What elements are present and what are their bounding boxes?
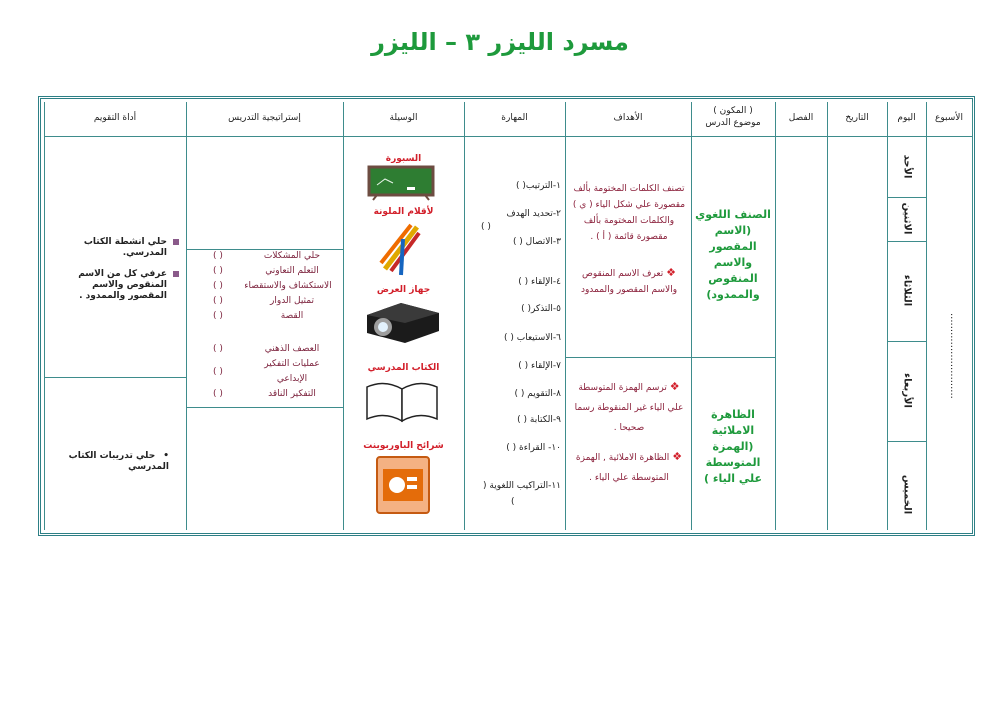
skill-2-paren: ( )	[481, 222, 491, 232]
tool-book-label: الكتاب المدرسي	[367, 363, 440, 373]
strategy-4: تمثيل الدوار	[270, 296, 314, 306]
lesson-spelling: الظاهرة الاملائية (الهمزة المتوسطة علي الياء )	[704, 408, 762, 485]
assessment-text-1: حلي انشطة الكتاب المدرسي.	[83, 237, 167, 258]
header-date: التاريخ	[845, 113, 869, 123]
header-lesson-line1: ( المكون )	[713, 106, 753, 116]
strategy-5: القصة	[280, 311, 304, 321]
row-divider	[887, 441, 926, 442]
diamond-bullet-icon: ❖	[666, 266, 677, 279]
projector-icon	[361, 297, 443, 347]
strategy-2: التعلم التعاوني	[265, 266, 319, 276]
header-day: اليوم	[897, 113, 916, 123]
skill-1: ١-الترتيب( )	[516, 181, 561, 191]
day-tuesday: الثلاثاء	[901, 274, 913, 307]
row-divider	[186, 249, 343, 250]
col-divider	[186, 102, 187, 530]
book-icon	[363, 377, 441, 425]
col-divider	[926, 102, 927, 530]
strategy-check[interactable]: ( )	[213, 344, 223, 354]
col-divider	[827, 102, 828, 530]
skill-10: ١٠- القراءة ( )	[506, 443, 561, 453]
header-assessment: أداة التقويم	[93, 113, 137, 123]
diamond-bullet-icon: ❖	[669, 380, 680, 393]
col-divider	[775, 102, 776, 530]
day-sunday: الأحد	[901, 154, 913, 179]
col-divider	[691, 102, 692, 530]
header-strategy: إستراتيجية التدريس	[228, 113, 301, 123]
assessment-list	[51, 237, 179, 312]
strategy-check[interactable]: ( )	[213, 296, 223, 306]
row-divider	[565, 357, 775, 358]
assessment-text-3: حلي تدريبات الكتاب المدرسي	[68, 451, 169, 472]
powerpoint-icon	[375, 455, 431, 515]
page-title: مسرد الليزر ٣ – الليزر	[371, 28, 629, 56]
square-bullet-icon	[173, 271, 179, 277]
col-divider	[887, 102, 888, 530]
diamond-bullet-icon: ❖	[672, 450, 683, 463]
strategy-check[interactable]: ( )	[213, 311, 223, 321]
tool-board-label: السبورة	[385, 154, 422, 164]
header-class: الفصل	[788, 113, 814, 123]
strategy-3: الاستكشاف والاستقصاء	[244, 281, 332, 291]
strategy-9: التفكير الناقد	[268, 389, 316, 399]
skill-9: ٩-الكتابة ( )	[517, 415, 561, 425]
goal-2-wrap	[571, 265, 687, 298]
skill-2: ٢-تحديد الهدف	[506, 209, 561, 219]
assessment-item-3	[61, 451, 169, 473]
skill-5: ٥-التذكر( )	[521, 304, 561, 314]
tool-pens-label: لأقلام الملونة	[373, 207, 434, 217]
header-lesson-line2: موضوع الدرس	[705, 118, 761, 128]
header-tool: الوسيلة	[389, 113, 418, 123]
header-week: الأسبوع	[935, 113, 963, 123]
col-divider	[343, 102, 344, 530]
strategy-check[interactable]: ( )	[213, 389, 223, 399]
goal-4: الظاهرة الاملائية , الهمزة المتوسطة علي الياء .	[575, 453, 670, 483]
colored-pencils-icon	[377, 219, 425, 277]
assessment-text-2: عرفي كل من الاسم المنقوص والاسم المقصور والممدود .	[78, 269, 167, 301]
square-bullet-icon	[173, 239, 179, 245]
tool-projector-label: جهاز العرض	[376, 285, 431, 295]
strategy-check[interactable]: ( )	[213, 251, 223, 261]
row-divider	[186, 407, 343, 408]
goal-3-wrap	[571, 377, 687, 438]
goal-3: ترسم الهمزة المتوسطة علي الياء غير المنقوطة رسما صحيحا .	[574, 383, 684, 433]
day-monday: الاثنين	[901, 202, 913, 235]
row-divider	[887, 341, 926, 342]
col-divider	[565, 102, 566, 530]
strategy-7: عمليات التفكير	[264, 359, 320, 369]
row-divider	[44, 377, 186, 378]
skill-6: ٦-الاستيعاب ( )	[504, 333, 561, 343]
col-divider	[44, 102, 45, 530]
skill-11-paren: )	[511, 497, 515, 507]
lesson-grammar: الصنف اللغوي (الاسم المقصور والاسم المنقوص والممدود)	[695, 208, 771, 301]
strategy-check[interactable]: ( )	[213, 281, 223, 291]
goal-1: تصنف الكلمات المختومة بألف مقصورة علي شكل الياء ( ي ) والكلمات المختومة بألف مقصورة قائمة ( أ ) .	[572, 184, 686, 242]
assessment-item-2	[51, 269, 179, 302]
dot-bullet-icon: •	[163, 451, 169, 461]
goal-4-wrap	[571, 447, 687, 488]
strategy-check[interactable]: ( )	[213, 266, 223, 276]
strategy-check[interactable]: ( )	[213, 367, 223, 377]
day-thursday: الخميس	[901, 474, 913, 515]
col-divider	[464, 102, 465, 530]
header-divider	[44, 136, 972, 137]
strategy-1: حلي المشكلات	[263, 251, 321, 261]
col-divider	[972, 102, 973, 530]
skill-8: ٨-التقويم ( )	[514, 389, 561, 399]
strategy-6: العصف الذهني	[264, 344, 320, 354]
header-goals: الأهداف	[613, 113, 643, 123]
header-lesson	[691, 105, 775, 129]
header-skill: المهارة	[501, 113, 528, 123]
strategy-8: الإبداعي	[276, 374, 308, 384]
week-dots: ...........................	[948, 313, 959, 399]
lesson-plan-table	[38, 96, 975, 536]
goal-2: تعرف الاسم المنقوص والاسم المقصور والممدود	[580, 269, 678, 295]
assessment-item-1	[51, 237, 179, 259]
day-wednesday: الأربعاء	[901, 373, 913, 408]
chalkboard-icon	[367, 165, 435, 201]
tool-ppt-label: شرائح الباوربوينت	[363, 441, 444, 451]
skill-11: ١١-التراكيب اللغوية (	[483, 481, 561, 491]
skill-4: ٤-الإلقاء ( )	[518, 277, 561, 287]
skill-3: ٣-الاتصال ( )	[512, 237, 561, 247]
skill-7: ٧-الإلقاء ( )	[518, 361, 561, 371]
